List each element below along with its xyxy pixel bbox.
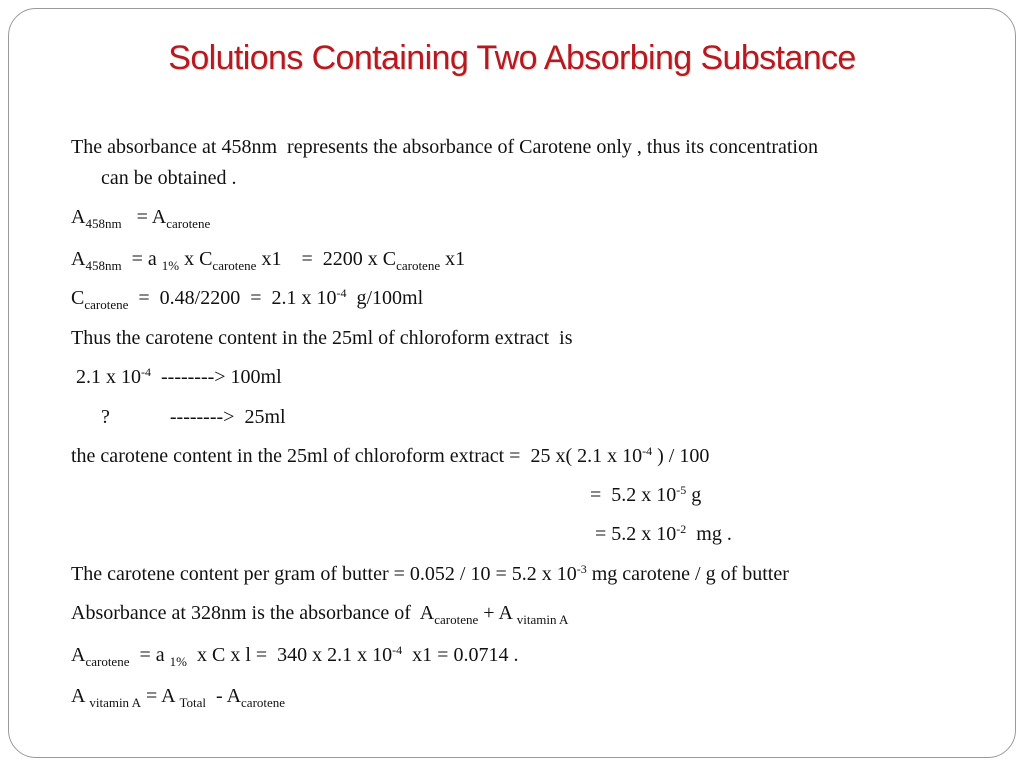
equation-vitamin-a: A $_{vitamin A}$ = A $_{Total} - A_{carotene}$	[71, 685, 286, 710]
paragraph-line: Thus the carotene content in the 25ml of chloroform extract is	[71, 327, 573, 349]
equation-result-milligrams: = 5.2 x $10^{-2}$ mg .	[590, 522, 732, 545]
equation-per-gram-butter: The carotene content per gram of butter = 0.052 / 10 = 5.2 x $10^{-3}$ mg carotene / g of butter	[71, 562, 789, 585]
equation-carotene-content: the carotene content in the 25ml of chloroform extract = 25 x( 2.1 x $10^{-4}$ ) / 100	[71, 444, 710, 467]
paragraph-line: can be obtained .	[101, 167, 237, 189]
paragraph-line: The absorbance at 458nm represents the absorbance of Carotene only , thus its concentration	[71, 136, 818, 158]
equation-result-grams: = 5.2 x $10^{-5}$ g	[590, 483, 702, 506]
equation-carotene-absorbance: $A_{carotene} = a$ $_{1\%}$ x C x l = 340 x 2.1 x $10^{-4}$ x1 = 0.0714 .	[71, 643, 519, 669]
slide-title: Solutions Containing Two Absorbing Substance	[168, 39, 856, 77]
equation-carotene-concentration: $C_{carotene} = 0.48/2200 = 2.1$ x $10^{-4}$ g/100ml	[71, 286, 424, 312]
equation-absorbance-328: Absorbance at 328nm is the absorbance of $A_{carotene} + A$ $_{vitamin A}$	[71, 602, 569, 627]
ratio-line: 2.1 x $10^{-4}$ --------> 100ml	[71, 365, 282, 388]
ratio-line: ? --------> 25ml	[71, 406, 286, 428]
equation-beer-lambert-458: $A_{458nm} = a$ $_{1\%}$ x $C_{carotene}$ x1 = 2200 x $C_{carotene}$ x1	[71, 248, 466, 273]
equation-absorbance-458: $A_{458nm} = A_{carotene}$	[71, 206, 211, 231]
